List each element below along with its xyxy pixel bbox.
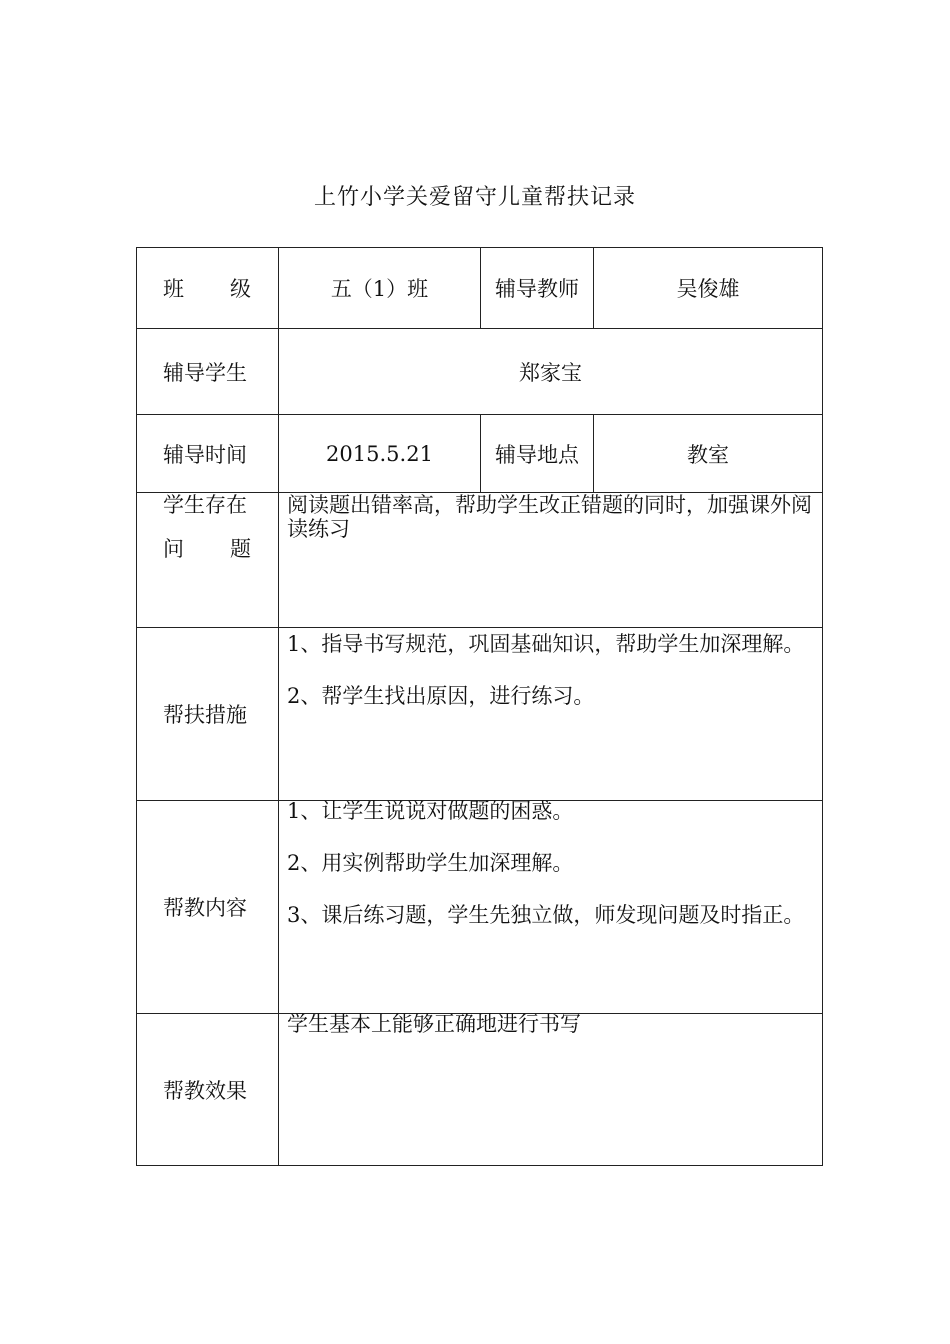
time-value: 2015.5.21 <box>279 415 481 493</box>
class-label-char-1: 班 <box>163 277 184 301</box>
content-row <box>137 801 823 1014</box>
student-label: 辅导学生 <box>137 329 279 415</box>
content-item-2: 2、用实例帮助学生加深理解。 <box>287 851 574 875</box>
content-item-1: 1、让学生说说对做题的困惑。 <box>287 799 574 823</box>
effect-row <box>137 1014 823 1166</box>
measures-row <box>137 628 823 801</box>
problem-label-char-1: 问 <box>163 537 184 561</box>
time-row <box>137 415 823 493</box>
student-value: 郑家宝 <box>279 329 823 415</box>
place-value: 教室 <box>594 415 823 493</box>
measures-item-1: 1、指导书写规范，巩固基础知识，帮助学生加深理解。 <box>287 632 805 656</box>
measures-label: 帮扶措施 <box>137 628 279 801</box>
class-row <box>137 248 823 329</box>
class-value: 五（1）班 <box>279 248 481 329</box>
problem-row <box>137 493 823 628</box>
measures-item-2: 2、帮学生找出原因，进行练习。 <box>287 684 595 708</box>
page-title: 上竹小学关爱留守儿童帮扶记录 <box>313 185 636 210</box>
time-label: 辅导时间 <box>137 415 279 493</box>
effect-content-cell <box>279 1014 823 1166</box>
teacher-value: 吴俊雄 <box>594 248 823 329</box>
class-label-cell <box>137 248 279 329</box>
problem-label-cell <box>137 493 279 628</box>
content-items <box>279 801 823 1014</box>
record-table <box>136 247 823 1166</box>
effect-content: 学生基本上能够正确地进行书写 <box>287 1012 581 1036</box>
problem-content: 阅读题出错率高，帮助学生改正错题的同时，加强课外阅读练习 <box>279 493 823 628</box>
problem-label-char-2: 题 <box>230 537 251 561</box>
measures-content <box>279 628 823 801</box>
content-item-3: 3、课后练习题，学生先独立做，师发现问题及时指正。 <box>287 903 805 927</box>
class-label-char-2: 级 <box>230 277 251 301</box>
place-label: 辅导地点 <box>481 415 594 493</box>
effect-label: 帮教效果 <box>137 1014 279 1166</box>
teacher-label: 辅导教师 <box>481 248 594 329</box>
student-row <box>137 329 823 415</box>
problem-label-line1: 学生存在 <box>163 493 247 517</box>
content-label: 帮教内容 <box>137 801 279 1014</box>
